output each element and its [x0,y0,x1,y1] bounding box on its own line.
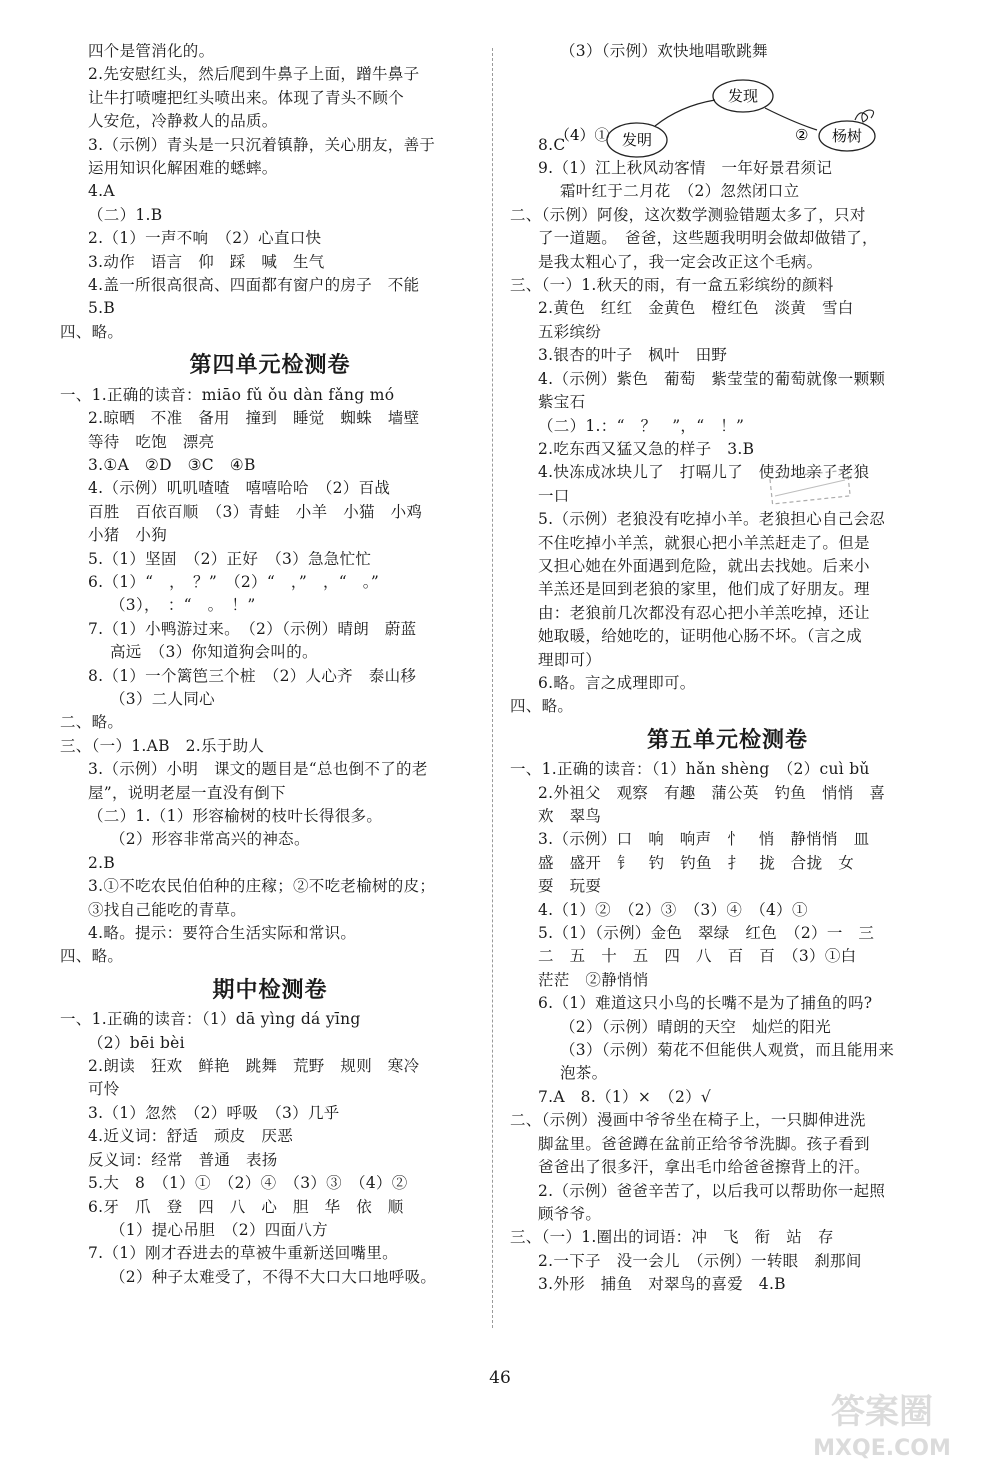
answer-line: 一口 [538,486,570,505]
answer-line: 她取暖，给她吃的，证明他心肠不坏。（言之成 [538,627,863,646]
answer-line: 三、（一）1.AB 2.乐于助人 [60,736,265,755]
answer-line: 4.近义词：舒适 顽皮 厌恶 [88,1127,293,1146]
answer-line: 高远 （3）你知道狗会叫的。 [110,643,318,662]
answer-line: 4.快冻成冰块儿了 打嗝儿了 使劲地亲了老狼 [538,463,870,482]
answer-line: 6.（1）“ ， ？” （2）“ ，” ，“ 。” [88,572,380,591]
answer-line: 屋”，说明老屋一直没有倒下 [88,783,286,802]
answer-line: 2.（示例）爸爸辛苦了，以后我可以帮助你一起照 [538,1181,886,1200]
answer-line: 6.（1）难道这只小鸟的长嘴不是为了捕鱼的吗? [538,994,873,1013]
answer-line: 二、（示例）阿俊，这次数学测验错题太多了，只对 [510,205,866,224]
diagram-squiggle [855,110,874,122]
answer-line: 一、1.正确的读音：（1）hǎn shèng （2）cuì bǔ [510,760,870,779]
answer-line: 4.略。提示：要符合生活实际和常识。 [88,924,357,943]
answer-line: 是我太粗心了，我一定会改正这个毛病。 [538,252,823,271]
answer-line: 四、略。 [60,322,124,341]
answer-line: 2.朗读 狂欢 鲜艳 跳舞 荒野 规则 寒冷 [88,1057,420,1076]
answer-line: 7.（1）刚才吞进去的草被牛重新送回嘴里。 [88,1244,398,1263]
watermark-url: MXQE.COM [813,1436,951,1461]
answer-line: 6.牙 爪 登 四 八 心 胆 华 依 顺 [88,1197,404,1216]
answer-line: 四、略。 [60,947,124,966]
answer-line: （1）提心吊胆 （2）四面八方 [110,1220,328,1239]
answer-line: 反义词：经常 普通 表扬 [88,1150,278,1169]
answer-line: 2.（1）一声不响 （2）心直口快 [88,229,322,248]
answer-line: 5.（1）坚固 （2）正好 （3）急急忙忙 [88,549,372,568]
answer-line: 由：老狼前几次都没有忍心把小羊羔吃掉，还让 [538,603,870,622]
answer-line: （3）（示例）菊花不但能供人观赏，而且能用来 [560,1041,895,1060]
answer-line: 5.大 8 （1）① （2）④ （3）③ （4）② [88,1174,408,1193]
answer-line: 理即可） [538,650,602,669]
answer-line: 3.银杏的叶子 枫叶 田野 [538,346,728,365]
answer-line: （3）二人同心 [110,689,215,708]
left-column [60,40,480,1289]
answer-line: （二）1.（1）形容榆树的枝叶长得很多。 [88,807,383,825]
answer-line: 可怜 [88,1080,120,1099]
answer-line: （3）， ：“ 。 ！” [110,596,256,615]
answer-line: （2）形容非常高兴的神态。 [110,830,310,849]
answer-line: 紫宝石 [538,393,586,412]
answer-line: 3.（示例）口 响 响声 忄 悄 静悄悄 皿 [538,830,870,849]
section-heading: 第四单元检测卷 [189,353,351,379]
word-map-diagram [555,78,885,168]
answer-line: 不住吃掉小羊羔，就狠心把小羊羔赶走了。但是 [538,533,870,552]
answer-line: 欢 翠鸟 [538,807,602,825]
answer-line: 二、（示例）漫画中爷爷坐在椅子上，一只脚伸进洗 [510,1111,866,1130]
answer-line: 五彩缤纷 [538,322,602,341]
diagram-connector-1 [655,100,715,126]
answer-line: 霜叶红于二月花 （2）忽然闭口立 [560,182,800,201]
answer-line: 三、（一）1.圈出的词语：冲 飞 衔 站 存 [510,1228,834,1247]
answer-line: 8.C [538,135,566,154]
diagram-node-1: 发明 [621,131,653,149]
answer-line: 了一道题。 爸爸，这些题我明明会做却做错了， [538,229,878,248]
answer-line: 二、略。 [60,713,124,732]
answer-line: （2）种子太难受了，不得不大口大口地呼吸。 [110,1267,437,1286]
answer-line: （3）（示例）欢快地唱歌跳舞 [560,42,768,60]
answer-line: 人安危，冷静救人的品质。 [88,112,278,131]
page-number: 46 [489,1368,511,1388]
answer-line: 3.（1）忽然 （2）呼吸 （3）几乎 [88,1103,340,1122]
answer-line: 3.外形 捕鱼 对翠鸟的喜爱 4.B [538,1275,786,1294]
answer-line: 4.A [88,182,115,201]
answer-line: （2）（示例）晴朗的天空 灿烂的阳光 [560,1017,832,1036]
answer-line: 四、略。 [510,697,574,716]
section-heading: 第五单元检测卷 [646,727,808,753]
answer-line: 让牛打喷嚏把红头喷出来。体现了青头不顾个 [88,88,405,107]
answer-line: 二 五 十 五 四 八 百 百 （3）①白 [538,947,857,966]
answer-line: ③找自己能吃的青草。 [88,900,247,919]
answer-line: 顾爷爷。 [538,1204,602,1223]
diagram-node-3: 杨树 [831,127,863,145]
answer-line: 5.B [88,299,116,318]
answer-line: 4.（示例）叽叽喳喳 嘻嘻哈哈 （2）百战 [88,479,391,498]
right-column [510,40,945,1297]
answer-line: 7.A 8.（1）× （2）√ [538,1087,712,1106]
answer-line: （二）1.：“ ？ ”，“ ！” [538,416,745,435]
diagram-item-2: ② [795,126,809,144]
diagram-connector-2 [765,108,817,130]
answer-line: 四个是管消化的。 [88,42,215,60]
answer-line: 2.晾晒 不准 备用 撞到 睡觉 蜘蛛 墙壁 [88,409,420,428]
answer-line: 2.先安慰红头，然后爬到牛鼻子上面，蹭牛鼻子 [88,65,420,84]
answer-line: 2.吃东西又猛又急的样子 3.B [538,439,755,458]
answer-line: 9.（1）江上秋风动客情 一年好景君须记 [538,159,833,178]
answer-line: 脚盆里。爸爸蹲在盆前正给爷爷洗脚。孩子看到 [538,1134,870,1153]
answer-line: 3.①A ②D ③C ④B [88,455,256,474]
answer-line: 4.盖一所很高很高、四面都有窗户的房子 不能 [88,276,420,295]
answer-line: 泡茶。 [560,1064,608,1083]
answer-line: 一、1.正确的读音：（1）dā yìng dá yīng [60,1010,361,1029]
answer-line: 爸爸出了很多汗，拿出毛巾给爸爸擦背上的汗。 [538,1158,870,1177]
answer-line: 2.B [88,853,116,872]
answer-line: 2.一下子 没一会儿 （示例）一转眼 刹那间 [538,1251,862,1270]
answer-line: 7.（1）小鸭游过来。 （2）（示例）晴朗 蔚蓝 [88,619,417,638]
watermark-logo-text: 答案圈 [831,1392,933,1432]
answer-line: 又担心她在外面遇到危险，就出去找她。后来小 [538,556,870,575]
answer-line: 5.（示例）老狼没有吃掉小羊。老狼担心自己会忍 [538,510,886,529]
answer-line: 运用知识化解困难的蟋蟀。 [88,159,278,178]
answer-line: 3.动作 语言 仰 踩 喊 生气 [88,252,325,271]
column-divider [492,48,493,1328]
answer-line: 羊羔还是回到老狼的家里，他们成了好朋友。理 [538,580,870,599]
diagram-prefix: （4）① [555,126,610,144]
answer-line: 2.外祖父 观察 有趣 蒲公英 钓鱼 悄悄 喜 [538,783,886,802]
answer-line: 8.（1）一个篱笆三个桩 （2）人心齐 泰山移 [88,666,417,685]
answer-line: 3.（示例）青头是一只沉着镇静，关心朋友，善于 [88,135,436,154]
section-heading: 期中检测卷 [212,977,328,1003]
answer-line: 百胜 百依百顺 （3）青蛙 小羊 小猫 小鸡 [88,502,423,521]
diagram-node-2: 发现 [727,87,759,105]
answer-line: 茫茫 ②静悄悄 [538,970,649,989]
highlight-marker [765,468,855,506]
answer-line: 小猪 小狗 [88,526,168,545]
answer-line: 耍 玩耍 [538,877,602,896]
answer-line: 三、（一）1.秋天的雨，有一盒五彩缤纷的颜料 [510,276,834,295]
answer-line: 2.黄色 红红 金黄色 橙红色 淡黄 雪白 [538,299,854,318]
answer-line: 4.（示例）紫色 葡萄 紫莹莹的葡萄就像一颗颗 [538,369,886,388]
answer-line: 3.（示例）小明 课文的题目是“总也倒不了的老 [88,760,428,779]
answer-line: 4.（1）② （2）③ （3）④ （4）① [538,900,808,919]
answer-line: （二）1.B [88,205,163,224]
answer-line: 一、1.正确的读音：miāo fǔ ǒu dàn fǎng mó [60,385,395,404]
answer-line: 5.（1）（示例）金色 翠绿 红色 （2）一 三 [538,924,875,943]
answer-line: 3.①不吃农民伯伯种的庄稼；②不吃老榆树的皮； [88,877,436,896]
site-watermark [782,1383,982,1463]
answer-line: 盛 盛开 钅 钓 钓鱼 扌 拢 合拢 女 [538,853,855,872]
answer-line: 等待 吃饱 漂亮 [88,432,215,451]
answer-line: （2）bēi bèi [88,1033,185,1052]
answer-line: 6.略。言之成理即可。 [538,673,696,692]
